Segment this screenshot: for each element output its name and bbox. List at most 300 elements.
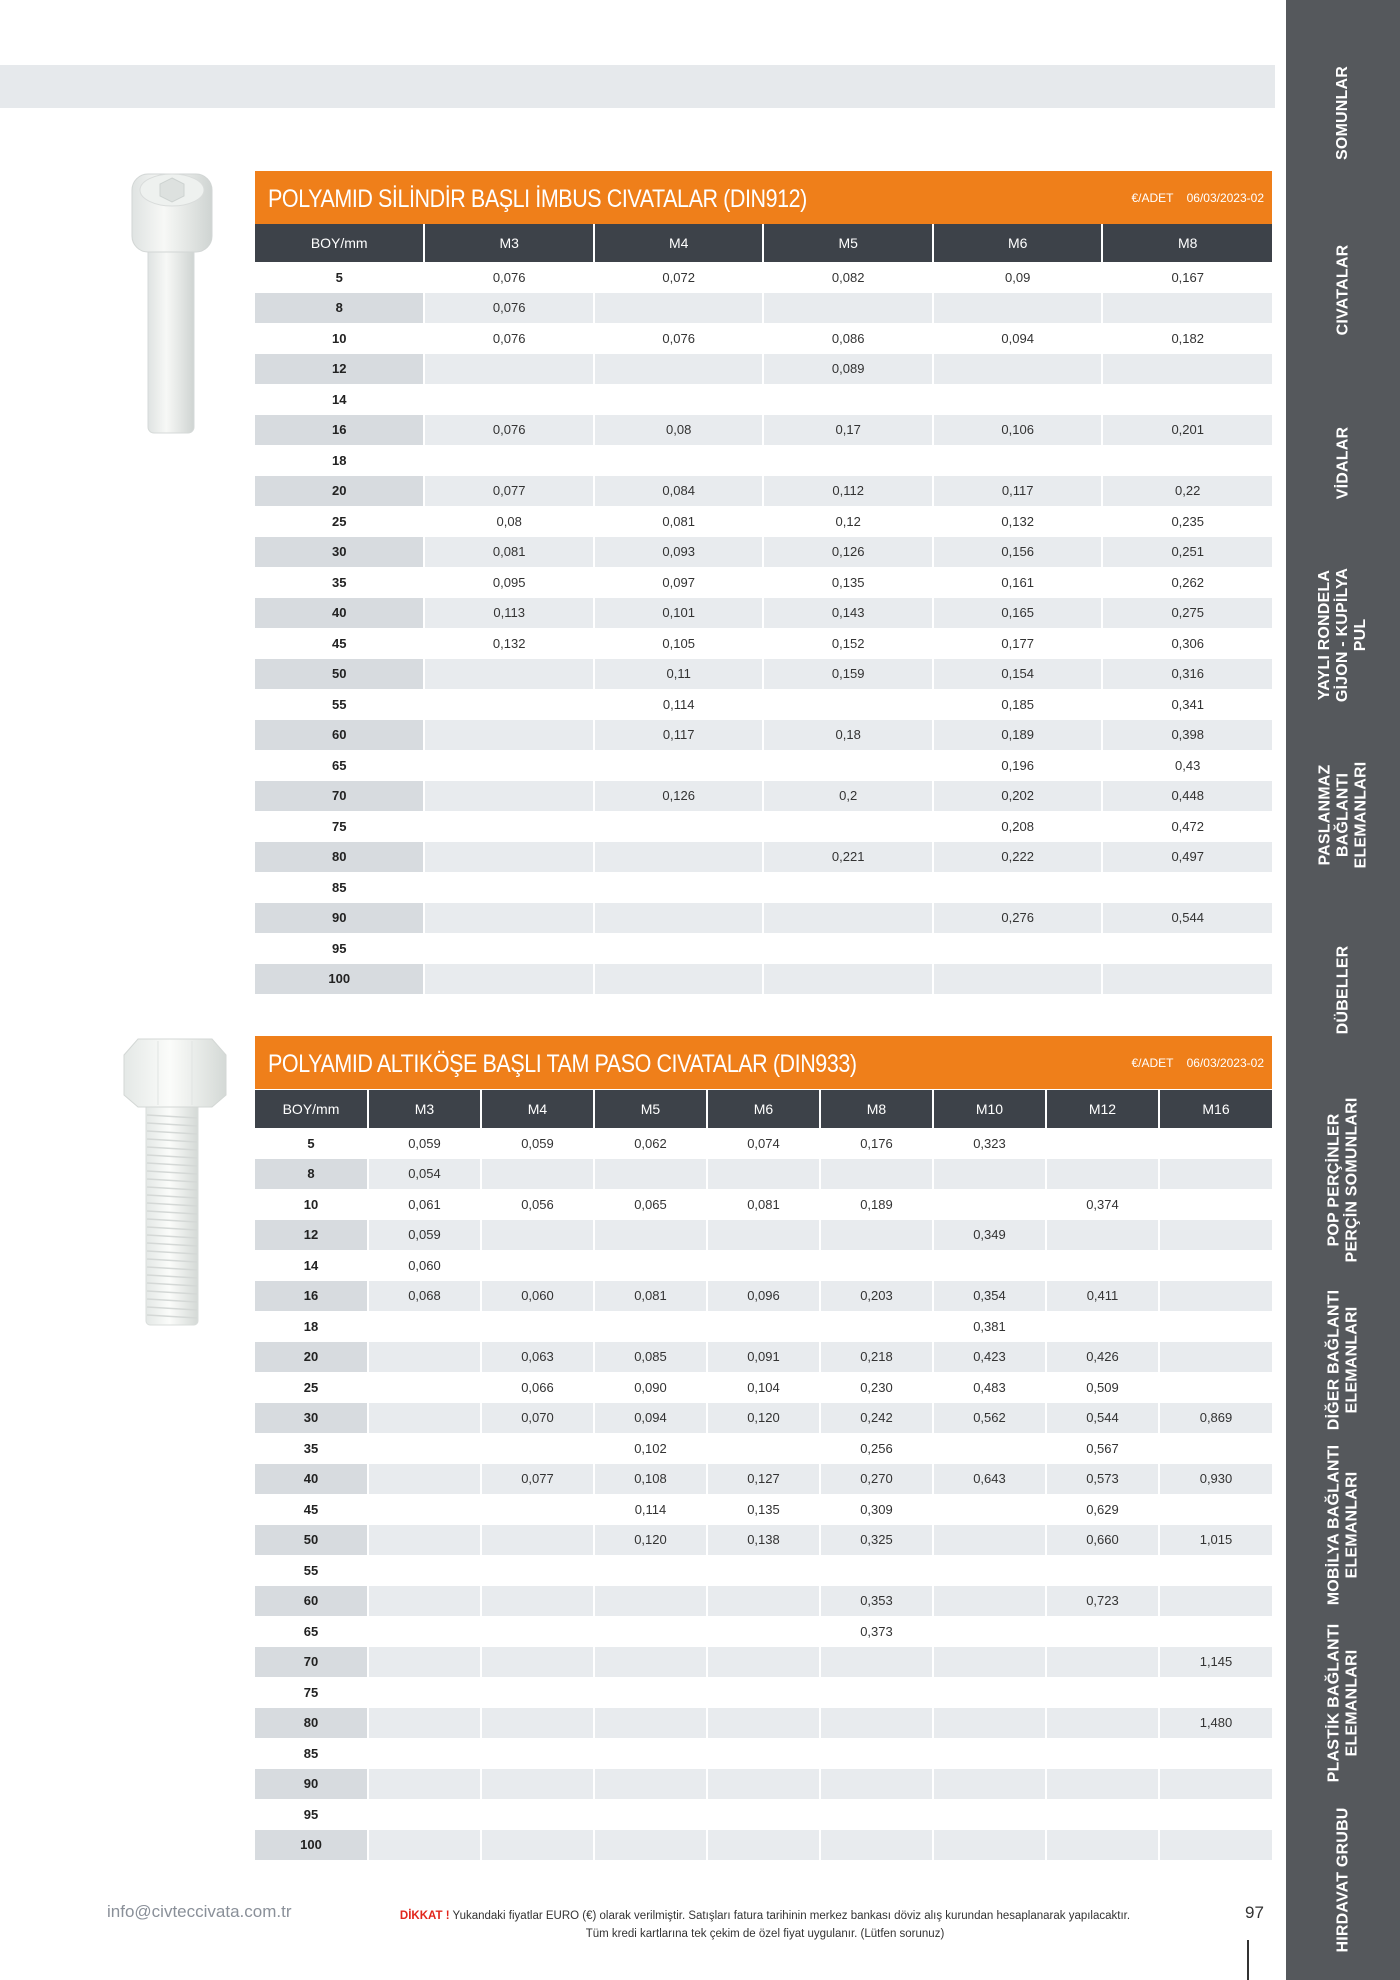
price-cell bbox=[481, 1738, 594, 1769]
price-cell: 0,113 bbox=[424, 598, 594, 629]
price-cell: 0,43 bbox=[1175, 757, 1201, 773]
column-header-boy: BOY/mm bbox=[255, 224, 424, 262]
price-cell bbox=[594, 750, 764, 781]
price-cell: 0,126 bbox=[763, 537, 933, 568]
price-cell bbox=[763, 689, 933, 720]
price-cell: 0,165 bbox=[933, 598, 1103, 629]
price-cell bbox=[1159, 1769, 1272, 1800]
price-cell bbox=[424, 750, 594, 781]
price-cell bbox=[1159, 1494, 1272, 1525]
price-cell bbox=[1159, 1738, 1272, 1769]
sidebar-item-paslanmaz[interactable] bbox=[1286, 740, 1400, 890]
price-cell bbox=[933, 445, 1103, 476]
table-row bbox=[255, 354, 1272, 385]
price-cell bbox=[1159, 1586, 1272, 1617]
boy-cell: 25 bbox=[255, 506, 424, 537]
price-cell: 0,102 bbox=[594, 1433, 707, 1464]
table-row bbox=[255, 1586, 1272, 1617]
price-cell bbox=[594, 1769, 707, 1800]
price-cell: 0,202 bbox=[933, 781, 1103, 812]
sidebar-item-label: SOMUNLAR bbox=[1333, 65, 1351, 160]
price-cell bbox=[1046, 1220, 1159, 1251]
price-cell bbox=[933, 354, 1103, 385]
price-cell bbox=[594, 445, 764, 476]
price-cell bbox=[763, 384, 933, 415]
price-cell: 0,091 bbox=[707, 1342, 820, 1373]
price-cell bbox=[1046, 1677, 1159, 1708]
price-cell: 0,275 bbox=[1102, 598, 1272, 629]
boy-cell: 75 bbox=[255, 811, 424, 842]
table-row bbox=[255, 1250, 1272, 1281]
price-cell bbox=[424, 689, 594, 720]
price-cell bbox=[1046, 1616, 1159, 1647]
price-cell bbox=[763, 293, 933, 324]
sidebar-item-somunlar[interactable] bbox=[1286, 40, 1400, 185]
table-row bbox=[255, 933, 1272, 964]
price-cell bbox=[1046, 1555, 1159, 1586]
boy-cell: 80 bbox=[255, 1708, 368, 1739]
boy-cell: 50 bbox=[255, 659, 424, 690]
price-cell bbox=[481, 1769, 594, 1800]
boy-cell: 12 bbox=[255, 1220, 368, 1251]
boy-cell: 16 bbox=[255, 415, 424, 446]
price-cell: 0,201 bbox=[1102, 415, 1272, 446]
boy-cell: 5 bbox=[255, 262, 424, 293]
column-header-m3: M3 bbox=[424, 224, 594, 262]
warning-label: DİKKAT ! bbox=[399, 1910, 450, 1922]
price-cell bbox=[707, 1647, 820, 1678]
price-cell bbox=[594, 872, 764, 903]
price-cell bbox=[933, 1433, 1046, 1464]
category-sidebar bbox=[1286, 0, 1400, 1980]
price-cell bbox=[481, 1616, 594, 1647]
price-cell: 0,138 bbox=[707, 1525, 820, 1556]
price-cell: 0,135 bbox=[707, 1494, 820, 1525]
price-cell: 0,101 bbox=[594, 598, 764, 629]
price-cell bbox=[933, 1738, 1046, 1769]
table-row bbox=[255, 262, 1272, 293]
price-cell bbox=[763, 933, 933, 964]
price-cell bbox=[707, 1799, 820, 1830]
price-cell bbox=[1159, 1128, 1272, 1159]
boy-cell: 65 bbox=[255, 1616, 368, 1647]
boy-cell: 80 bbox=[255, 842, 424, 873]
price-cell bbox=[1046, 1250, 1159, 1281]
price-cell: 0,185 bbox=[933, 689, 1103, 720]
footer-email-link[interactable]: info@civteccivata.com.tr bbox=[107, 1902, 292, 1921]
price-cell: 0,095 bbox=[424, 567, 594, 598]
price-cell bbox=[481, 1830, 594, 1861]
price-cell bbox=[933, 1555, 1046, 1586]
price-cell: 0,114 bbox=[594, 689, 764, 720]
price-cell bbox=[820, 1555, 933, 1586]
price-cell: 0,08 bbox=[594, 415, 764, 446]
price-cell bbox=[424, 964, 594, 995]
price-cell: 0,373 bbox=[820, 1616, 933, 1647]
table-row bbox=[255, 384, 1272, 415]
price-cell bbox=[1046, 1830, 1159, 1861]
price-cell bbox=[707, 1830, 820, 1861]
boy-cell: 30 bbox=[255, 1403, 368, 1434]
price-cell bbox=[1102, 354, 1272, 385]
price-cell bbox=[594, 1738, 707, 1769]
price-cell bbox=[594, 811, 764, 842]
price-cell bbox=[481, 1677, 594, 1708]
price-cell: 0,176 bbox=[820, 1128, 933, 1159]
price-cell: 0,316 bbox=[1102, 659, 1272, 690]
price-cell: 0,054 bbox=[368, 1159, 481, 1190]
table-row bbox=[255, 1464, 1272, 1495]
price-cell: 0,063 bbox=[481, 1342, 594, 1373]
price-cell bbox=[424, 903, 594, 934]
price-cell: 0,081 bbox=[707, 1189, 820, 1220]
price-cell bbox=[1159, 1281, 1272, 1312]
sidebar-item-pop-percinler[interactable] bbox=[1286, 1090, 1400, 1270]
price-cell: 0,353 bbox=[820, 1586, 933, 1617]
price-cell: 0,077 bbox=[424, 476, 594, 507]
column-header-m8: M8 bbox=[1102, 224, 1272, 262]
table-row bbox=[255, 659, 1272, 690]
price-cell bbox=[368, 1433, 481, 1464]
price-cell: 0,086 bbox=[763, 323, 933, 354]
price-cell bbox=[933, 1616, 1046, 1647]
price-cell: 0,068 bbox=[368, 1281, 481, 1312]
sidebar-item-plastik-baglanti[interactable] bbox=[1286, 1620, 1400, 1785]
sidebar-item-civatalar[interactable] bbox=[1286, 215, 1400, 365]
price-cell bbox=[933, 1799, 1046, 1830]
price-cell bbox=[424, 811, 594, 842]
boy-cell: 10 bbox=[255, 1189, 368, 1220]
price-cell bbox=[1159, 1220, 1272, 1251]
price-table-din933 bbox=[255, 1090, 1272, 1860]
table1-title: POLYAMID SİLİNDİR BAŞLI İMBUS CIVATALAR (DIN912) bbox=[268, 185, 807, 213]
price-cell bbox=[1046, 1311, 1159, 1342]
table2-date: 06/03/2023-02 bbox=[1186, 1056, 1264, 1070]
price-cell: 0,094 bbox=[933, 323, 1103, 354]
price-cell: 0,270 bbox=[820, 1464, 933, 1495]
price-cell: 0,159 bbox=[763, 659, 933, 690]
table-row bbox=[255, 1799, 1272, 1830]
boy-cell: 14 bbox=[255, 1250, 368, 1281]
table1-unit: €/ADET bbox=[1131, 191, 1174, 205]
price-cell bbox=[933, 384, 1103, 415]
boy-cell: 8 bbox=[255, 293, 424, 324]
table-row bbox=[255, 628, 1272, 659]
boy-cell: 5 bbox=[255, 1128, 368, 1159]
price-cell: 0,930 bbox=[1159, 1464, 1272, 1495]
price-cell bbox=[1102, 964, 1272, 995]
price-cell bbox=[820, 1830, 933, 1861]
boy-cell: 95 bbox=[255, 933, 424, 964]
price-cell bbox=[424, 445, 594, 476]
price-cell: 0,208 bbox=[933, 811, 1103, 842]
price-cell: 0,072 bbox=[594, 262, 764, 293]
price-cell: 0,12 bbox=[763, 506, 933, 537]
price-cell: 0,120 bbox=[594, 1525, 707, 1556]
price-cell bbox=[594, 354, 764, 385]
table-row bbox=[255, 1403, 1272, 1434]
price-cell: 0,189 bbox=[933, 720, 1103, 751]
price-cell bbox=[763, 750, 933, 781]
boy-cell: 25 bbox=[255, 1372, 368, 1403]
column-header-m5: M5 bbox=[763, 224, 933, 262]
price-cell bbox=[1046, 1159, 1159, 1190]
price-cell bbox=[1102, 872, 1272, 903]
table-row bbox=[255, 323, 1272, 354]
price-cell bbox=[933, 1159, 1046, 1190]
price-cell bbox=[1046, 1738, 1159, 1769]
table-row bbox=[255, 1311, 1272, 1342]
price-cell bbox=[594, 1555, 707, 1586]
price-cell: 0,323 bbox=[933, 1128, 1046, 1159]
price-cell bbox=[1102, 293, 1272, 324]
price-cell bbox=[763, 872, 933, 903]
price-cell: 0,448 bbox=[1102, 781, 1272, 812]
table-row bbox=[255, 537, 1272, 568]
price-cell bbox=[1159, 1342, 1272, 1373]
price-cell: 0,076 bbox=[424, 262, 594, 293]
price-cell bbox=[820, 1677, 933, 1708]
price-cell: 0,081 bbox=[594, 506, 764, 537]
boy-cell: 40 bbox=[255, 1464, 368, 1495]
price-cell bbox=[594, 1159, 707, 1190]
price-cell bbox=[481, 1433, 594, 1464]
disclaimer-line-1: Yukandaki fiyatlar EURO (€) olarak verilmiştir. Satışları fatura tarihinin merkez bankası döviz alış kurundan hesaplanarak yapılacaktır. bbox=[449, 1910, 1131, 1922]
price-cell: 0,060 bbox=[481, 1281, 594, 1312]
price-cell: 0,082 bbox=[763, 262, 933, 293]
price-cell: 1,145 bbox=[1159, 1647, 1272, 1678]
price-table-din912 bbox=[255, 224, 1272, 994]
price-cell bbox=[481, 1799, 594, 1830]
price-cell: 0,059 bbox=[368, 1128, 481, 1159]
price-cell bbox=[820, 1769, 933, 1800]
price-cell bbox=[481, 1250, 594, 1281]
price-cell: 0,056 bbox=[481, 1189, 594, 1220]
price-cell: 0,120 bbox=[707, 1403, 820, 1434]
table-row bbox=[255, 1159, 1272, 1190]
price-cell bbox=[707, 1311, 820, 1342]
boy-cell: 18 bbox=[255, 445, 424, 476]
price-cell: 0,097 bbox=[594, 567, 764, 598]
price-cell bbox=[594, 1677, 707, 1708]
column-header-m4: M4 bbox=[594, 224, 764, 262]
price-cell bbox=[933, 1677, 1046, 1708]
price-cell: 0,567 bbox=[1046, 1433, 1159, 1464]
price-cell: 0,381 bbox=[933, 1311, 1046, 1342]
price-cell bbox=[424, 872, 594, 903]
price-cell bbox=[368, 1830, 481, 1861]
price-cell bbox=[368, 1372, 481, 1403]
price-cell: 0,065 bbox=[594, 1189, 707, 1220]
price-cell: 0,104 bbox=[707, 1372, 820, 1403]
price-cell bbox=[1159, 1677, 1272, 1708]
price-cell bbox=[707, 1220, 820, 1251]
price-cell: 0,22 bbox=[1102, 476, 1272, 507]
price-cell: 0,423 bbox=[933, 1342, 1046, 1373]
table-row bbox=[255, 689, 1272, 720]
hex-bolt-image bbox=[120, 1035, 230, 1330]
sidebar-item-dubeller[interactable] bbox=[1286, 920, 1400, 1060]
price-cell bbox=[933, 1708, 1046, 1739]
price-cell: 0,094 bbox=[594, 1403, 707, 1434]
boy-cell: 90 bbox=[255, 903, 424, 934]
column-header-m8: M8 bbox=[820, 1090, 933, 1128]
boy-cell: 35 bbox=[255, 1433, 368, 1464]
price-cell: 0,483 bbox=[933, 1372, 1046, 1403]
boy-cell: 100 bbox=[255, 964, 424, 995]
boy-cell: 8 bbox=[255, 1159, 368, 1190]
table-row bbox=[255, 720, 1272, 751]
price-cell bbox=[368, 1677, 481, 1708]
price-cell bbox=[481, 1586, 594, 1617]
price-cell: 0,177 bbox=[933, 628, 1103, 659]
sidebar-item-label: DÜBELLER bbox=[1334, 945, 1351, 1035]
price-cell: 0,117 bbox=[933, 476, 1103, 507]
price-cell: 0,573 bbox=[1046, 1464, 1159, 1495]
price-cell: 0,08 bbox=[424, 506, 594, 537]
boy-cell: 60 bbox=[255, 1586, 368, 1617]
price-cell: 0,218 bbox=[820, 1342, 933, 1373]
price-cell: 0,562 bbox=[933, 1403, 1046, 1434]
price-cell bbox=[1046, 1708, 1159, 1739]
price-cell bbox=[763, 811, 933, 842]
price-cell: 0,126 bbox=[594, 781, 764, 812]
boy-cell: 55 bbox=[255, 689, 424, 720]
price-cell: 0,076 bbox=[594, 323, 764, 354]
boy-cell: 20 bbox=[255, 1342, 368, 1373]
table-row bbox=[255, 506, 1272, 537]
price-cell: 0,426 bbox=[1046, 1342, 1159, 1373]
price-cell bbox=[1159, 1616, 1272, 1647]
price-cell: 0,060 bbox=[368, 1250, 481, 1281]
sidebar-item-label: VİDALAR bbox=[1333, 426, 1351, 499]
table-row bbox=[255, 1525, 1272, 1556]
price-cell bbox=[481, 1647, 594, 1678]
column-header-m3: M3 bbox=[368, 1090, 481, 1128]
price-cell: 0,629 bbox=[1046, 1494, 1159, 1525]
sidebar-item-label: DİĞER BAĞLANTI ELEMANLARI bbox=[1325, 1289, 1361, 1431]
price-cell: 0,374 bbox=[1046, 1189, 1159, 1220]
price-cell: 0,472 bbox=[1171, 818, 1204, 834]
price-cell bbox=[1159, 1250, 1272, 1281]
sidebar-item-vidalar[interactable] bbox=[1286, 395, 1400, 530]
price-cell bbox=[424, 720, 594, 751]
price-cell bbox=[1159, 1159, 1272, 1190]
price-cell: 0,306 bbox=[1171, 635, 1204, 651]
price-cell bbox=[1159, 1555, 1272, 1586]
price-cell bbox=[820, 1311, 933, 1342]
boy-cell: 85 bbox=[255, 872, 424, 903]
price-cell: 0,411 bbox=[1046, 1281, 1159, 1312]
price-cell bbox=[594, 842, 764, 873]
price-cell bbox=[481, 1494, 594, 1525]
boy-cell: 12 bbox=[255, 354, 424, 385]
table-row bbox=[255, 1830, 1272, 1861]
price-cell: 0,127 bbox=[707, 1464, 820, 1495]
table-row bbox=[255, 872, 1272, 903]
price-cell bbox=[820, 1799, 933, 1830]
column-header-m6: M6 bbox=[933, 224, 1103, 262]
price-cell bbox=[594, 384, 764, 415]
price-cell bbox=[707, 1555, 820, 1586]
table-row bbox=[255, 1738, 1272, 1769]
price-cell: 0,117 bbox=[594, 720, 764, 751]
table-row bbox=[255, 964, 1272, 995]
price-cell bbox=[368, 1494, 481, 1525]
price-cell bbox=[933, 1830, 1046, 1861]
sidebar-item-label: MOBİLYA BAĞLANTI ELEMANLARI bbox=[1325, 1444, 1361, 1606]
price-cell: 0,066 bbox=[481, 1372, 594, 1403]
price-cell bbox=[594, 933, 764, 964]
price-cell bbox=[594, 1250, 707, 1281]
sidebar-item-mobilya-baglanti[interactable] bbox=[1286, 1440, 1400, 1610]
price-cell bbox=[368, 1555, 481, 1586]
sidebar-item-diger-baglanti[interactable] bbox=[1286, 1280, 1400, 1440]
table-row bbox=[255, 1342, 1272, 1373]
boy-cell: 35 bbox=[255, 567, 424, 598]
page-number: 97 bbox=[1245, 1903, 1264, 1922]
price-cell: 0,152 bbox=[763, 628, 933, 659]
price-cell: 1,015 bbox=[1159, 1525, 1272, 1556]
price-cell: 0,349 bbox=[933, 1220, 1046, 1251]
price-cell bbox=[481, 1555, 594, 1586]
table2-header bbox=[255, 1036, 1272, 1089]
disclaimer-line-2: Tüm kredi kartlarına tek çekim de özel fiyat uygulanır. (Lütfen sorunuz) bbox=[585, 1928, 945, 1940]
table-row bbox=[255, 1616, 1272, 1647]
price-cell: 0,143 bbox=[763, 598, 933, 629]
price-cell bbox=[820, 1738, 933, 1769]
sidebar-item-yayli-rondela[interactable] bbox=[1286, 560, 1400, 710]
price-cell: 0,354 bbox=[933, 1281, 1046, 1312]
price-cell bbox=[933, 1189, 1046, 1220]
socket-screw-image bbox=[128, 168, 218, 438]
price-cell bbox=[1102, 384, 1272, 415]
price-cell: 0,222 bbox=[933, 842, 1103, 873]
column-header-m6: M6 bbox=[707, 1090, 820, 1128]
price-cell bbox=[1046, 1769, 1159, 1800]
price-cell: 0,251 bbox=[1102, 537, 1272, 568]
price-cell bbox=[594, 1647, 707, 1678]
price-cell bbox=[368, 1311, 481, 1342]
price-cell: 0,161 bbox=[933, 567, 1103, 598]
table-row bbox=[255, 598, 1272, 629]
sidebar-item-hirdavat-grubu[interactable] bbox=[1286, 1795, 1400, 1965]
boy-cell: 65 bbox=[255, 750, 424, 781]
price-cell: 0,061 bbox=[368, 1189, 481, 1220]
price-cell bbox=[933, 872, 1103, 903]
table-row bbox=[255, 1769, 1272, 1800]
price-cell bbox=[368, 1403, 481, 1434]
table-row bbox=[255, 1281, 1272, 1312]
price-cell bbox=[424, 781, 594, 812]
price-cell bbox=[594, 1220, 707, 1251]
sidebar-item-label: PASLANMAZ BAĞLANTI ELEMANLARI bbox=[1315, 761, 1369, 869]
price-cell: 0,105 bbox=[594, 628, 764, 659]
boy-cell: 20 bbox=[255, 476, 424, 507]
price-cell: 0,341 bbox=[1171, 696, 1204, 712]
price-cell: 0,059 bbox=[368, 1220, 481, 1251]
price-cell: 0,154 bbox=[933, 659, 1103, 690]
price-cell: 0,11 bbox=[594, 659, 764, 690]
price-cell bbox=[820, 1159, 933, 1190]
table-row bbox=[255, 842, 1272, 873]
price-cell: 0,112 bbox=[763, 476, 933, 507]
table-row bbox=[255, 1494, 1272, 1525]
price-cell bbox=[707, 1250, 820, 1281]
price-cell: 0,189 bbox=[820, 1189, 933, 1220]
price-cell bbox=[594, 1311, 707, 1342]
table-row bbox=[255, 1433, 1272, 1464]
